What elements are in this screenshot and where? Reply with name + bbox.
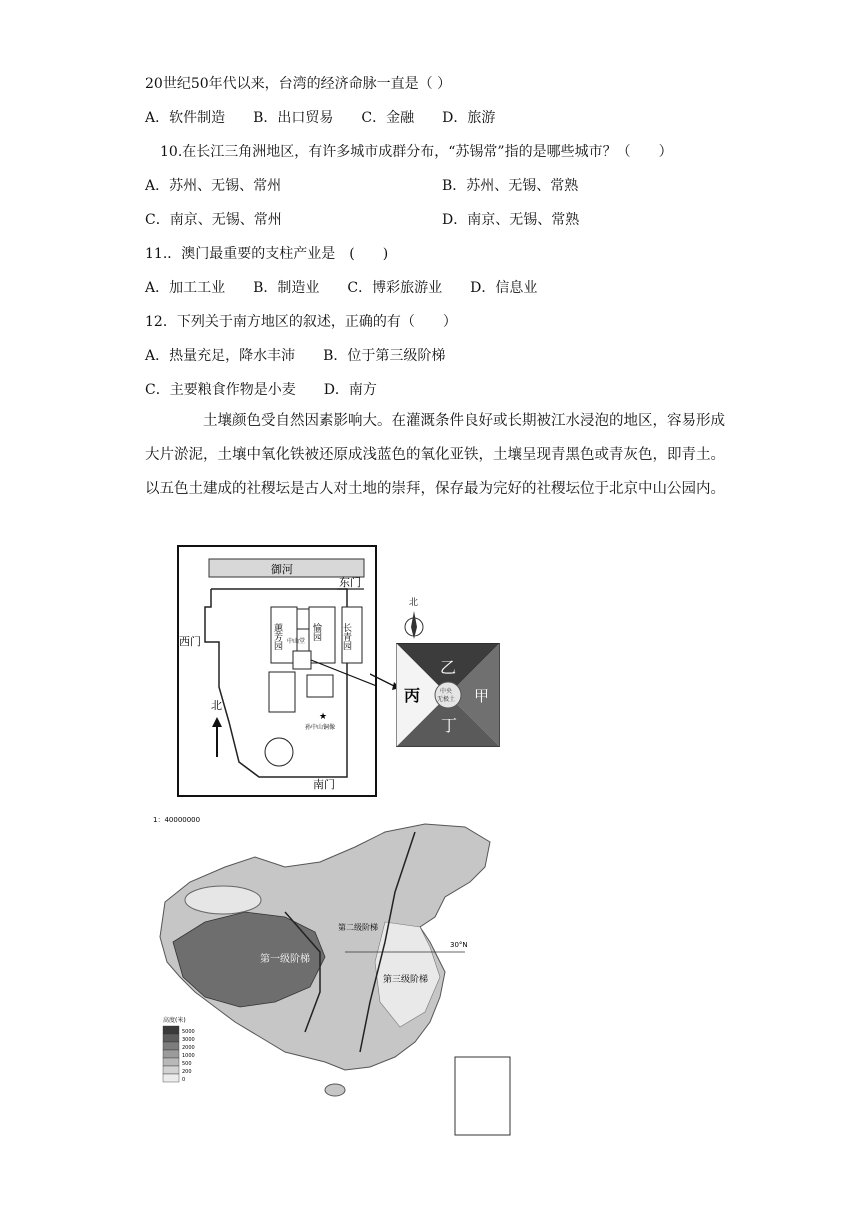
center-label-2: 无极土 — [437, 696, 456, 703]
step3-label: 第三级阶梯 — [383, 975, 429, 985]
legend-swatch — [163, 1058, 179, 1066]
q12-stem: 12．下列关于南方地区的叙述，正确的有（ ） — [145, 314, 457, 330]
q10-option-b: B．苏州、无锡、常熟 — [442, 178, 579, 194]
passage: 土壤颜色受自然因素影响大。在灌溉条件良好或长期被江水浸泡的地区，容易形成大片淤泥，土壤中氧化铁被还原成浅蓝色的氧化亚铁，土壤呈现青黑色或青灰色，即青土。以五色土建成的社稷坛是古人对土地的崇拜，保存最为完好的社稷坛位于北京中山公园内。 — [145, 413, 725, 497]
step1-label: 第一级阶梯 — [260, 954, 310, 965]
star-icon: ★ — [319, 712, 328, 722]
q12-options-cd: C．主要粮食作物是小麦 D．南方 — [145, 382, 377, 398]
elevation-legend — [163, 1026, 195, 1083]
legend-value: 0 — [182, 1077, 186, 1083]
legend-value: 3000 — [182, 1037, 195, 1043]
q10-option-c: C．南京、无锡、常州 — [145, 212, 282, 228]
legend-swatch — [163, 1074, 179, 1082]
hall-label: 中山堂 — [287, 638, 306, 645]
step2-label: 第二级阶梯 — [338, 923, 378, 932]
altar-top-label: 乙 — [440, 658, 457, 677]
north-label: 北 — [211, 699, 222, 712]
latitude-label: 30°N — [450, 941, 468, 949]
south-gate-label: 南门 — [313, 778, 335, 791]
compass-icon — [404, 595, 428, 641]
altar-right-label: 甲 — [474, 687, 490, 705]
scale-label: 1：40000000 — [153, 816, 201, 824]
q9-options: A．软件制造 B．出口贸易 C．金融 D．旅游 — [145, 110, 496, 126]
legend-value: 200 — [182, 1069, 192, 1075]
china-terrain-map — [145, 812, 520, 1142]
altar-diagram — [396, 643, 500, 747]
q10-option-a: A．苏州、无锡、常州 — [145, 178, 282, 194]
garden1-label: 蕙芳园 — [272, 623, 282, 650]
legend-swatch — [163, 1066, 179, 1074]
west-gate-label: 西门 — [179, 635, 201, 648]
legend-swatch — [163, 1050, 179, 1058]
altar-bottom-label: 丁 — [441, 716, 458, 735]
altar-marker — [293, 651, 311, 669]
legend-value: 5000 — [182, 1029, 195, 1035]
legend-swatch — [163, 1034, 179, 1042]
north-arrow-icon — [212, 717, 222, 727]
legend-title: 高度(米) — [163, 1017, 186, 1024]
q10-stem: 10.在长江三角洲地区，有许多城市成群分布，“苏锡常”指的是哪些城市？（ ） — [160, 144, 673, 160]
garden3-label: 长青园 — [341, 623, 351, 650]
q11-stem: 11.．澳门最重要的支柱产业是 ( ) — [145, 246, 389, 262]
legend-value: 1000 — [182, 1053, 195, 1059]
legend-value: 500 — [182, 1061, 192, 1067]
q12-options-ab: A．热量充足，降水丰沛 B．位于第三级阶梯 — [145, 348, 446, 364]
park-map — [177, 545, 377, 797]
east-gate-label: 东门 — [339, 576, 361, 589]
altar-left-label: 丙 — [404, 686, 421, 705]
river-label: 御河 — [271, 563, 293, 576]
q11-options: A．加工工业 B．制造业 C．博彩旅游业 D．信息业 — [145, 280, 538, 296]
statue-label: 孙中山铜像 — [305, 724, 336, 731]
garden2-label: 愉园 — [311, 623, 321, 641]
svg-text:北: 北 — [409, 598, 419, 608]
center-label-1: 中央 — [440, 688, 453, 695]
legend-swatch — [163, 1026, 179, 1034]
q10-option-d: D．南京、无锡、常熟 — [442, 212, 580, 228]
legend-value: 2000 — [182, 1045, 195, 1051]
legend-swatch — [163, 1042, 179, 1050]
q9-stem: 20世纪50年代以来，台湾的经济命脉一直是（ ） — [145, 76, 452, 92]
